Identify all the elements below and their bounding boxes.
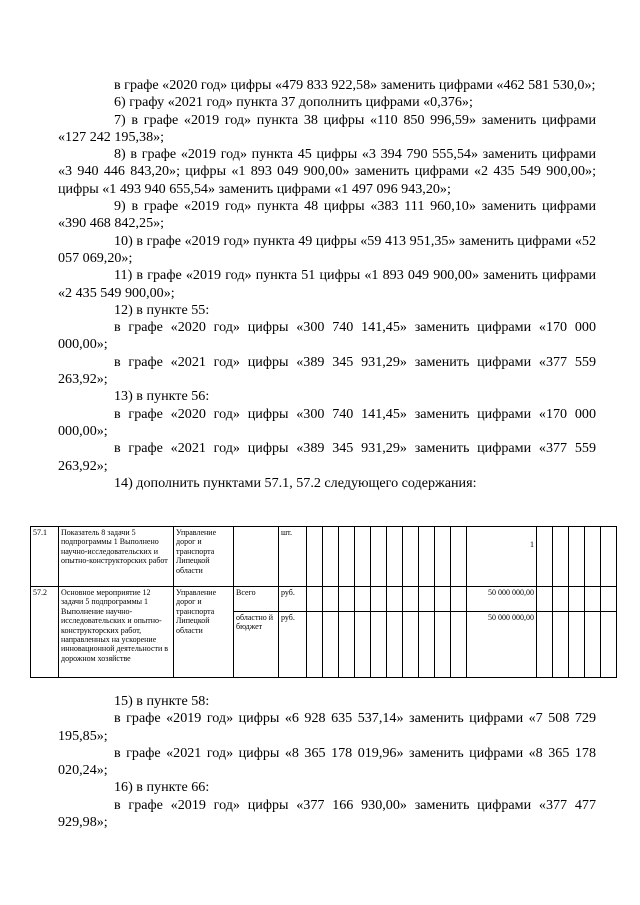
paragraph: в графе «2020 год» цифры «300 740 141,45» заменить цифрами «170 000 000,00»; bbox=[58, 405, 596, 439]
empty-cell bbox=[323, 587, 339, 612]
paragraph: 11) в графе «2019 год» пункта 51 цифры «1 893 049 900,00» заменить цифрами «2 435 549 900,00»; bbox=[58, 267, 596, 301]
empty-cell bbox=[585, 612, 601, 678]
empty-cell bbox=[585, 587, 601, 612]
row-name: Показатель 8 задачи 5 подпрограммы 1 Выполнено научно-исследовательских и опытно-конструкторских работ bbox=[59, 527, 174, 587]
empty-cell bbox=[387, 527, 403, 587]
table-row bbox=[31, 527, 617, 587]
row-source: Всего bbox=[234, 587, 279, 612]
paragraph: 7) в графе «2019 год» пункта 38 цифры «110 850 996,59» заменить цифрами «127 242 195,38»; bbox=[58, 111, 596, 145]
empty-cell bbox=[435, 612, 451, 678]
empty-cell bbox=[355, 612, 371, 678]
empty-cell bbox=[307, 587, 323, 612]
paragraph: 14) дополнить пунктами 57.1, 57.2 следующего содержания: bbox=[114, 474, 477, 491]
table-row bbox=[31, 587, 617, 612]
empty-cell bbox=[355, 527, 371, 587]
paragraph: 13) в пункте 56: bbox=[114, 388, 210, 405]
empty-cell bbox=[451, 587, 467, 612]
paragraph: в графе «2021 год» цифры «389 345 931,29» заменить цифрами «377 559 263,92»; bbox=[58, 353, 596, 388]
empty-cell bbox=[569, 587, 585, 612]
row-executor: Управление дорог и транспорта Липецкой области bbox=[174, 527, 234, 587]
row-unit: шт. bbox=[279, 527, 307, 587]
empty-cell bbox=[419, 612, 435, 678]
empty-cell bbox=[307, 612, 323, 678]
row-executor: Управление дорог и транспорта Липецкой области bbox=[174, 587, 234, 678]
paragraph: в графе «2021 год» цифры «8 365 178 019,96» заменить цифрами «8 365 178 020,24»; bbox=[58, 744, 596, 779]
empty-cell bbox=[553, 587, 569, 612]
paragraph: в графе «2020 год» цифры «300 740 141,45» заменить цифрами «170 000 000,00»; bbox=[58, 319, 596, 353]
empty-cell bbox=[553, 612, 569, 678]
empty-cell bbox=[339, 527, 355, 587]
empty-cell bbox=[387, 612, 403, 678]
empty-cell bbox=[537, 527, 553, 587]
empty-cell bbox=[569, 612, 585, 678]
empty-cell bbox=[403, 527, 419, 587]
empty-cell bbox=[435, 527, 451, 587]
paragraph: 15) в пункте 58: bbox=[114, 693, 210, 709]
row-amount: 50 000 000,00 bbox=[467, 587, 537, 612]
empty-cell bbox=[419, 587, 435, 612]
empty-cell bbox=[537, 612, 553, 678]
row-value bbox=[467, 527, 537, 587]
row-value-text: 1 bbox=[530, 540, 534, 549]
paragraph: в графе «2021 год» цифры «389 345 931,29» заменить цифрами «377 559 263,92»; bbox=[58, 440, 596, 474]
empty-cell bbox=[371, 527, 387, 587]
empty-cell bbox=[585, 527, 601, 587]
row-name: Основное мероприятие 12 задачи 5 подпрограммы 1 Выполнение научно-исследовательских и опытно-конструкторских работ, направленных на ускорение инновационной деятельности в дорожном хозяйстве bbox=[59, 587, 174, 678]
empty-cell bbox=[451, 612, 467, 678]
paragraph: 9) в графе «2019 год» пункта 48 цифры «383 111 960,10» заменить цифрами «390 468 842,25»; bbox=[58, 198, 596, 232]
row-number: 57.1 bbox=[31, 527, 59, 587]
amendments-text-bottom bbox=[58, 693, 596, 831]
empty-cell bbox=[601, 612, 617, 678]
paragraph: 10) в графе «2019 год» пункта 49 цифры «59 413 951,35» заменить цифрами «52 057 069,20»; bbox=[58, 232, 596, 266]
empty-cell bbox=[371, 612, 387, 678]
empty-cell bbox=[403, 612, 419, 678]
empty-cell bbox=[553, 527, 569, 587]
row-unit: руб. bbox=[279, 587, 307, 612]
empty-cell bbox=[234, 527, 279, 587]
empty-cell bbox=[451, 527, 467, 587]
empty-cell bbox=[403, 587, 419, 612]
amendments-text-top bbox=[58, 77, 596, 492]
empty-cell bbox=[601, 527, 617, 587]
paragraph: 8) в графе «2019 год» пункта 45 цифры «3 394 790 555,54» заменить цифрами «3 940 446 843,20»; цифры «1 893 049 900,00» заменить цифрами «2 435 549 900,00»; цифры «1 493 940 655,54» заменить цифрами «1 497 096 943,20»; bbox=[58, 146, 596, 197]
paragraph: 12) в пункте 55: bbox=[114, 301, 210, 318]
row-amount: 50 000 000,00 bbox=[467, 612, 537, 678]
empty-cell bbox=[323, 612, 339, 678]
row-number: 57.2 bbox=[31, 587, 59, 678]
empty-cell bbox=[537, 587, 553, 612]
empty-cell bbox=[323, 527, 339, 587]
paragraph: 6) графу «2021 год» пункта 37 дополнить цифрами «0,376»; bbox=[114, 94, 473, 111]
empty-cell bbox=[569, 527, 585, 587]
empty-cell bbox=[435, 587, 451, 612]
empty-cell bbox=[339, 587, 355, 612]
row-source: областно й бюджет bbox=[234, 612, 279, 678]
empty-cell bbox=[355, 587, 371, 612]
empty-cell bbox=[307, 527, 323, 587]
paragraph: в графе «2019 год» цифры «377 166 930,00» заменить цифрами «377 477 929,98»; bbox=[58, 796, 596, 831]
empty-cell bbox=[339, 612, 355, 678]
paragraph: 16) в пункте 66: bbox=[114, 779, 210, 796]
paragraph: в графе «2020 год» цифры «479 833 922,58» заменить цифрами «462 581 530,0»; bbox=[114, 77, 596, 93]
paragraph: в графе «2019 год» цифры «6 928 635 537,14» заменить цифрами «7 508 729 195,85»; bbox=[58, 710, 596, 744]
empty-cell bbox=[601, 587, 617, 612]
empty-cell bbox=[371, 587, 387, 612]
empty-cell bbox=[387, 587, 403, 612]
row-unit: руб. bbox=[279, 612, 307, 678]
empty-cell bbox=[419, 527, 435, 587]
program-table bbox=[30, 526, 617, 678]
